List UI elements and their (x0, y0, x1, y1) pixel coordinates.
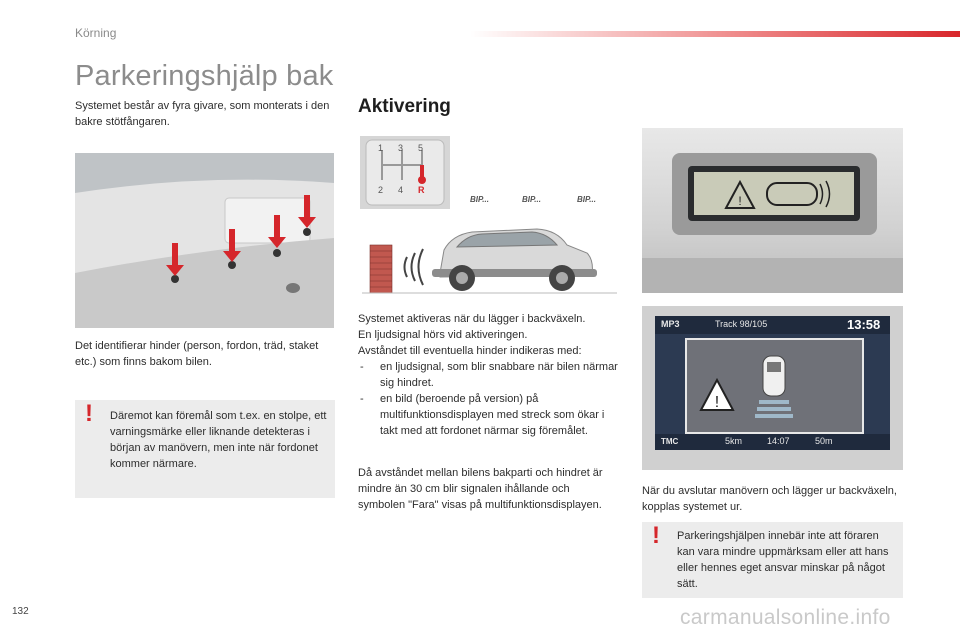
list-item: - en bild (beroende på version) på multifunktionsdisplayen med streck som ökar i takt med att fordonet närmar sig föremålet. (360, 393, 605, 437)
page-number: 132 (12, 606, 29, 617)
intro-text: Systemet består av fyra givare, som monterats i den bakre stötfångaren. (75, 100, 330, 128)
warning-text-right: Parkeringshjälpen innebär inte att föraren kan vara mindre uppmärksam eller att hans eller hennes eget ansvar minskar på något sätt. (677, 530, 889, 590)
svg-text:!: ! (738, 194, 742, 208)
multifunction-display-image (642, 306, 903, 470)
display-top-bar (655, 316, 890, 334)
svg-text:!: ! (714, 394, 720, 411)
activation-sentence: Systemet aktiveras när du lägger i backväxeln. (358, 313, 586, 325)
track-label: Track 98/105 (715, 319, 768, 329)
gear-label: R (418, 185, 425, 195)
danger-text: Då avståndet mellan bilens bakparti och hindret är mindre än 30 cm blir signalen ihållande och symbolen "Fara" visas på multifunktionsdisplayen. (358, 467, 603, 511)
reversing-car-illustration (362, 205, 617, 295)
warning-exclamation-icon: ! (652, 522, 660, 549)
section-label: Körning (75, 26, 117, 40)
signal-sentence: En ljudsignal hörs vid aktiveringen. (358, 329, 528, 341)
instrument-display-illustration (642, 128, 903, 293)
parking-aid-graphic (687, 340, 862, 432)
list-item: - en ljudsignal, som blir snabbare när bilen närmar sig hindret. (360, 361, 618, 389)
instrument-panel-image (642, 128, 903, 293)
bumper-illustration (75, 153, 334, 328)
tmc-label: TMC (661, 437, 679, 446)
car-wall-illustration (362, 205, 617, 295)
display-bottom-bar (655, 434, 890, 450)
indicator-list (358, 359, 623, 439)
gear-label: 3 (398, 143, 404, 153)
source-label: MP3 (661, 319, 680, 329)
warning-exclamation-icon: ! (85, 400, 93, 427)
clock-label: 13:58 (847, 317, 881, 332)
gear-pattern-illustration (360, 136, 450, 209)
watermark: carmanualsonline.info (680, 606, 891, 629)
bumper-sensor-image (75, 153, 334, 328)
distance2-label: 50m (815, 436, 833, 446)
section-heading: Aktivering (358, 96, 451, 117)
gear-label: 4 (398, 185, 404, 195)
distance-sentence: Avståndet till eventuella hinder indikeras med: (358, 345, 582, 357)
warning-text-left: Däremot kan föremål som t.ex. en stolpe, ett varningsmärke eller liknande detekteras i början av manövern, men inte när fordonet kommer närmare. (110, 410, 327, 470)
warning-box-right (642, 522, 903, 598)
beep-label: BIP... (470, 195, 489, 204)
gear-label: 1 (378, 143, 384, 153)
parking-overlay (685, 338, 864, 434)
gear-label: 5 (418, 143, 424, 153)
eta-label: 14:07 (767, 436, 790, 446)
activation-text (358, 311, 623, 439)
display-screen (655, 316, 890, 450)
identifies-text: Det identifierar hinder (person, fordon, träd, staket etc.) som finns bakom bilen. (75, 340, 319, 368)
gear-label: 2 (378, 185, 384, 195)
beep-label: BIP... (577, 195, 596, 204)
distance-label: 5km (725, 436, 743, 446)
beep-label: BIP... (522, 195, 541, 204)
warning-box-left (75, 400, 335, 498)
gear-shift-image (360, 136, 450, 209)
page-title: Parkeringshjälp bak (75, 60, 334, 92)
header-rule (470, 31, 960, 37)
deactivation-text: När du avslutar manövern och lägger ur backväxeln, kopplas systemet ur. (642, 485, 897, 513)
